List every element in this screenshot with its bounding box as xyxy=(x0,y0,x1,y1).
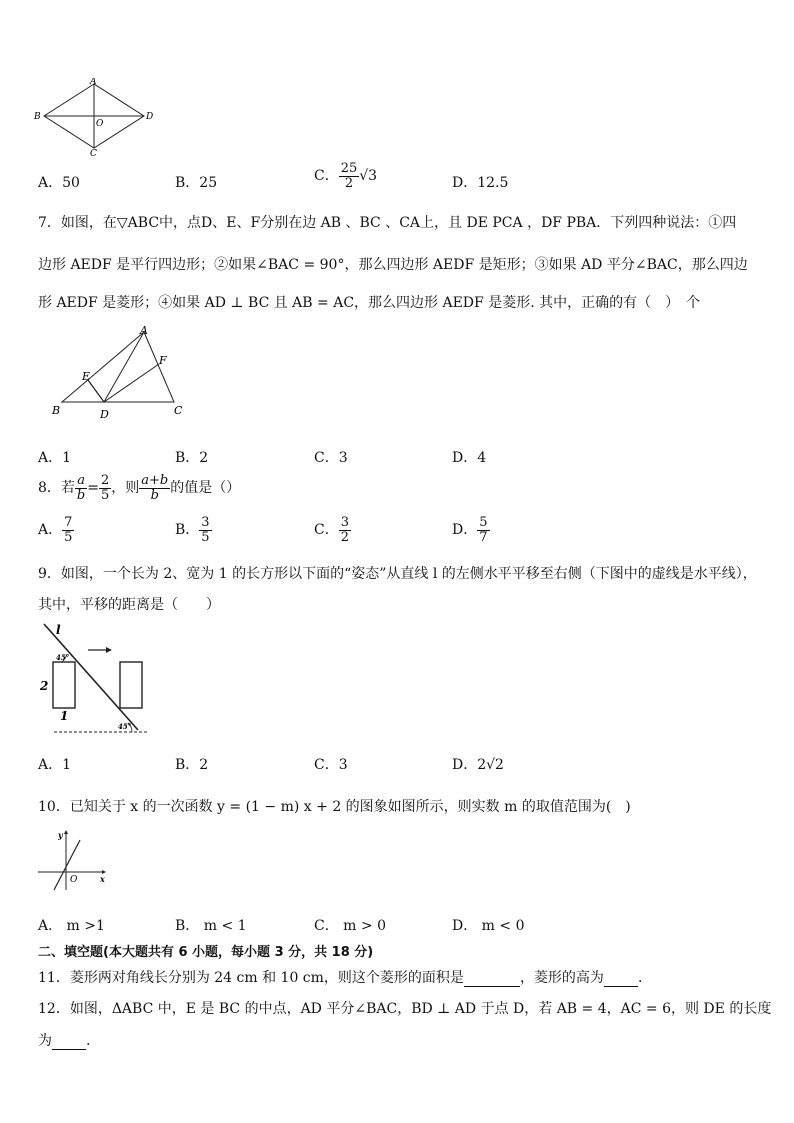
q7-option-d: D．4 xyxy=(452,450,487,466)
q7-line1: 7．如图，在▽ABC中，点D、E、F分别在边 AB 、BC 、CA上，且 DE ΡCA ，DF ΡBA．下列四种说法：①四 xyxy=(38,215,737,231)
tri-label-E: E xyxy=(82,370,91,383)
axis-origin-label: O xyxy=(70,875,78,885)
line-l-label: l xyxy=(56,623,61,637)
q8-option-b: B． $\frac{3}{5}$ xyxy=(175,515,210,545)
label-D: D xyxy=(146,112,154,122)
q8-suffix: 的值是（） xyxy=(170,480,241,497)
triangle-figure xyxy=(46,322,196,422)
q8-option-c: C． $\frac{3}{2}$ xyxy=(314,515,349,545)
tri-label-A: A xyxy=(140,324,148,337)
length-label: 2 xyxy=(40,679,49,693)
q7-option-b: B．2 xyxy=(175,450,209,466)
q12-end: . xyxy=(86,1033,91,1049)
q10-option-d: D． m < 0 xyxy=(452,918,525,934)
q12-line1: 12．如图，ΔABC 中，E 是 BC 的中点，AD 平分∠BAC，BD ⊥ AD 于点 D，若 AB = 4，AC = 6，则 DE 的长度 xyxy=(38,1001,772,1017)
q8-eq: = xyxy=(87,480,99,497)
label-O: O xyxy=(96,119,104,129)
q6-c-prefix: C． xyxy=(314,168,339,185)
q10-option-b: B． m < 1 xyxy=(175,918,247,934)
q6-option-a: A．50 xyxy=(38,175,80,191)
q11-blank-height[interactable] xyxy=(604,972,638,987)
q12-line2 xyxy=(38,1030,90,1050)
q8-frac-a-b: $\frac{a}{b}$ xyxy=(76,473,86,503)
q7-line3: 形 AEDF 是菱形；④如果 AD ⊥ BC 且 AB = AC，那么四边形 AEDF 是菱形. 其中，正确的有（ ） 个 xyxy=(38,295,701,311)
rhombus-figure xyxy=(30,78,160,158)
q9-option-b: B．2 xyxy=(175,757,209,773)
q8-mid: ，则 xyxy=(111,480,140,497)
q10-option-a: A． m >1 xyxy=(38,918,105,934)
section-title: 二、填空题(本大题共有 6 小题，每小题 3 分，共 18 分) xyxy=(38,945,374,960)
q7-option-a: A．1 xyxy=(38,450,72,466)
q8-option-a: A． $\frac{7}{5}$ xyxy=(38,515,73,545)
q6-option-c xyxy=(314,162,377,190)
q10-line1: 10．已知关于 x 的一次函数 y = (1 − m) x + 2 的图象如图所示，则实数 m 的取值范围为( ) xyxy=(38,799,631,815)
q6-option-b: B．25 xyxy=(175,175,218,191)
sliding-rectangle-figure xyxy=(36,620,156,735)
angle-top-label: 45° xyxy=(56,653,70,662)
q6-c-fraction: $\frac{25}{2}$ xyxy=(340,161,358,191)
q7-line2: 边形 AEDF 是平行四边形；②如果∠BAC = 90°，那么四边形 AEDF 是矩形；③如果 AD 平分∠BAC，那么四边 xyxy=(38,257,748,273)
q9-option-c: C．3 xyxy=(314,757,348,773)
width-label: 1 xyxy=(60,709,69,723)
tri-label-B: B xyxy=(52,404,61,417)
q9-line2: 其中，平移的距离是（ ） xyxy=(38,597,220,613)
tri-label-F: F xyxy=(159,354,167,367)
tri-label-C: C xyxy=(174,404,183,417)
axis-x-label: x xyxy=(100,874,105,884)
q11-blank-area[interactable] xyxy=(464,972,520,987)
q12-blank[interactable] xyxy=(52,1035,86,1050)
q8-option-d: D． $\frac{5}{7}$ xyxy=(452,515,488,545)
q11 xyxy=(38,967,642,987)
axes-figure xyxy=(34,828,114,894)
label-B: B xyxy=(34,112,41,122)
q11-end: . xyxy=(637,970,643,986)
tri-label-D: D xyxy=(100,408,109,421)
label-A: A xyxy=(90,78,97,87)
q10-option-c: C． m > 0 xyxy=(314,918,386,934)
q8-frac-apb-b: $\frac{a+b}{b}$ xyxy=(141,473,169,503)
q8-stem xyxy=(38,474,240,502)
q8-prefix: 8．若 xyxy=(38,480,75,497)
q7-option-c: C．3 xyxy=(314,450,348,466)
q6-option-d: D．12.5 xyxy=(452,175,509,191)
label-C: C xyxy=(90,149,97,158)
q9-option-a: A．1 xyxy=(38,757,72,773)
q11-mid: ，菱形的高为 xyxy=(519,970,604,986)
q12-line2-text: 为 xyxy=(38,1033,52,1049)
axis-y-label: y xyxy=(58,830,63,840)
q9-line1: 9．如图，一个长为 2、宽为 1 的长方形以下面的“姿态”从直线 l 的左侧水平平移至右侧（下图中的虚线是水平线）， xyxy=(38,566,757,582)
q8-frac-2-5: $\frac{2}{5}$ xyxy=(100,473,110,503)
angle-bottom-label: 45° xyxy=(118,722,132,731)
q6-c-radical: √3 xyxy=(359,168,378,185)
q11-text: 11．菱形两对角线长分别为 24 cm 和 10 cm，则这个菱形的面积是 xyxy=(38,970,464,986)
q9-option-d: D．2√2 xyxy=(452,757,504,773)
